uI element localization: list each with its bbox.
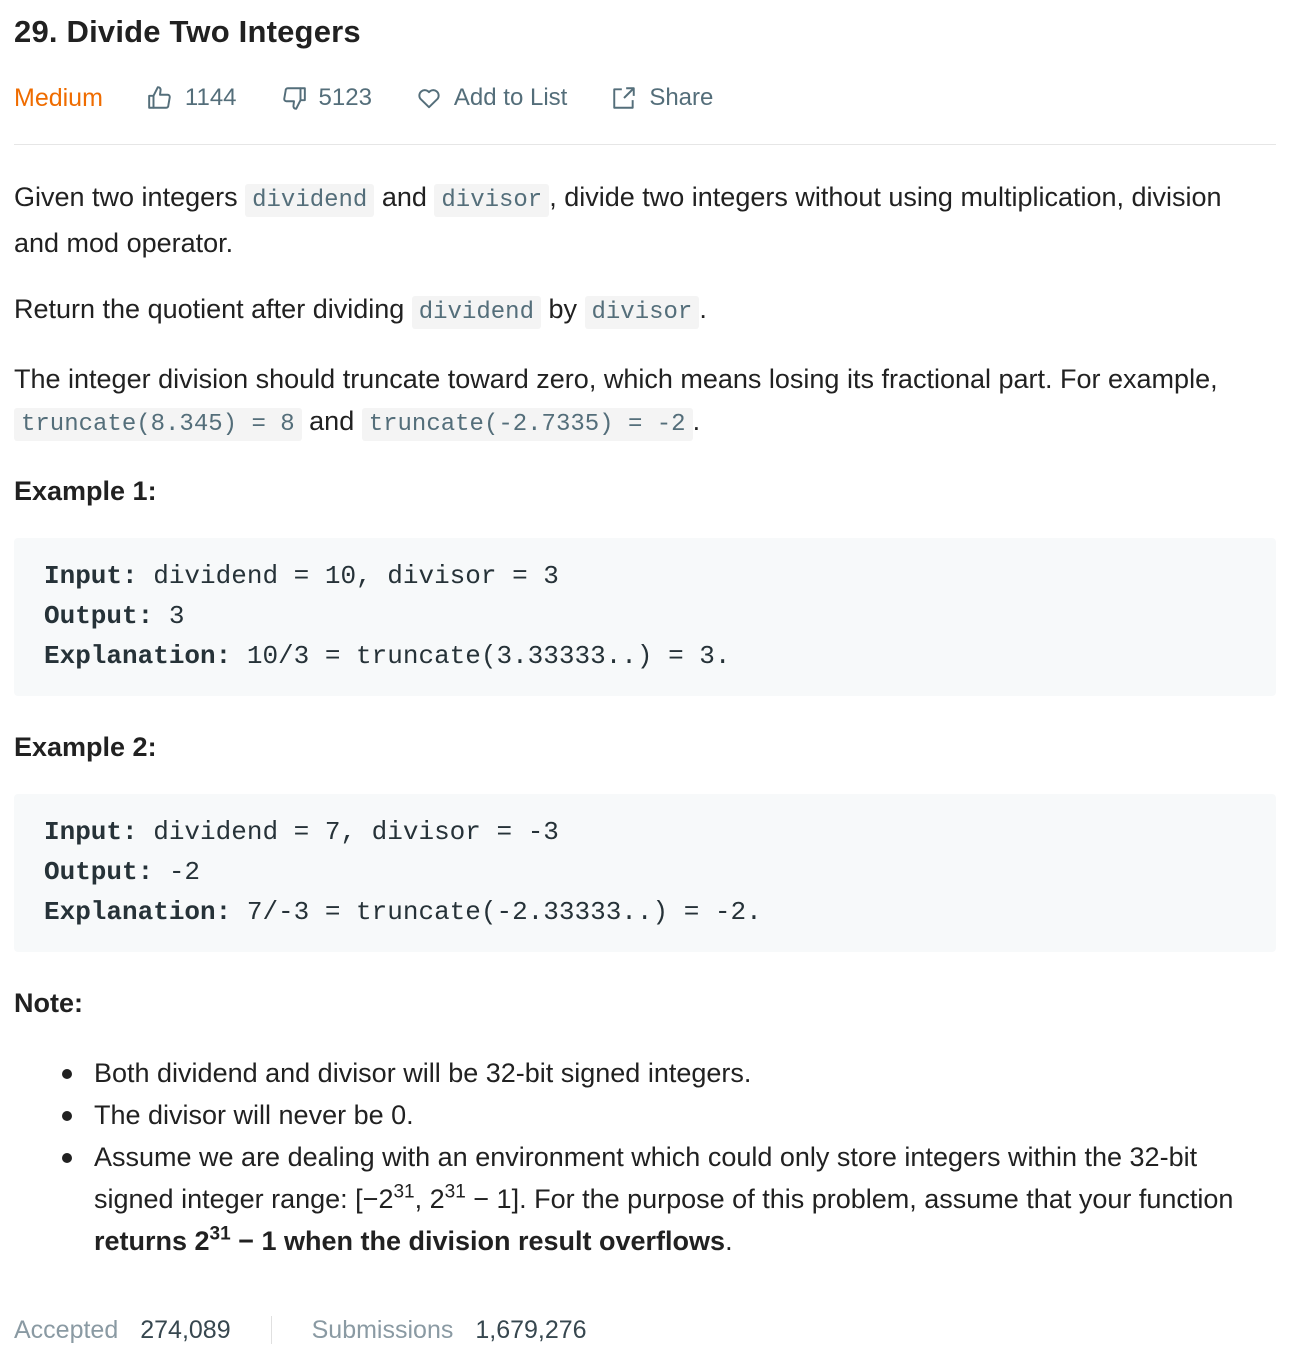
thumbs-down-icon [281, 85, 307, 111]
thumbs-up-icon [147, 85, 173, 111]
difficulty-badge: Medium [14, 83, 103, 112]
heart-icon [416, 85, 442, 111]
example-2-input: Input: dividend = 7, divisor = -3 [44, 817, 559, 847]
like-count: 1144 [184, 84, 237, 111]
submissions-label: Submissions [311, 1315, 454, 1344]
inline-code: truncate(8.345) = 8 [14, 408, 302, 441]
note-heading: Note: [14, 988, 83, 1018]
submission-stats [14, 1310, 587, 1350]
dislike-button[interactable] [281, 84, 372, 112]
example-2-heading: Example 2: [14, 732, 157, 762]
problem-meta-bar [14, 80, 1276, 116]
header-divider [14, 144, 1276, 145]
share-button[interactable] [611, 84, 713, 112]
example-2-code-block [14, 794, 1276, 952]
list-item: Both dividend and divisor will be 32-bit signed integers. [14, 1052, 1274, 1094]
example-1-explanation: Explanation: 10/3 = truncate(3.33333..) = 3. [44, 641, 731, 671]
list-item: Assume we are dealing with an environment which could only store integers within the 32-bit signed integer range: [$-2^{31}$, $2^{31} - 1$]. For the purpose of this problem, assume that your function returns $2^{31} - 1$ when the division result overflows. [14, 1136, 1274, 1262]
note-list [14, 1052, 1274, 1262]
accepted-value: 274,089 [140, 1315, 231, 1344]
description-paragraph-3: The integer division should truncate toward zero, which means losing its fractional part. For example, truncate(8.345) = 8 and truncate(-2.7335) = -2 . [14, 358, 1264, 446]
add-to-list-button[interactable] [416, 84, 567, 112]
description-paragraph-2: Return the quotient after dividing dividend by divisor . [14, 288, 707, 334]
example-1-input: Input: dividend = 10, divisor = 3 [44, 561, 559, 591]
inline-code: dividend [412, 296, 541, 329]
add-to-list-label: Add to List [453, 84, 568, 111]
like-button[interactable] [147, 84, 237, 112]
accepted-label: Accepted [14, 1315, 119, 1344]
example-2-output: Output: -2 [44, 857, 201, 887]
list-item: The divisor will never be 0. [14, 1094, 1274, 1136]
example-1-heading: Example 1: [14, 476, 157, 506]
inline-code: truncate(-2.7335) = -2 [362, 408, 693, 441]
example-2-explanation: Explanation: 7/-3 = truncate(-2.33333..) = -2. [44, 897, 762, 927]
problem-title: 29. Divide Two Integers [14, 14, 361, 49]
share-label: Share [649, 84, 714, 111]
inline-code: dividend [245, 184, 374, 217]
dislike-count: 5123 [318, 84, 372, 111]
inline-code: divisor [434, 184, 549, 217]
share-icon [611, 85, 637, 111]
stats-divider [271, 1316, 272, 1344]
submissions-value: 1,679,276 [475, 1315, 587, 1344]
example-1-output: Output: 3 [44, 601, 185, 631]
inline-code: divisor [585, 296, 700, 329]
description-paragraph-1: Given two integers dividend and divisor , divide two integers without using multiplication, division and mod operator. [14, 182, 1222, 258]
example-1-code-block [14, 538, 1276, 696]
